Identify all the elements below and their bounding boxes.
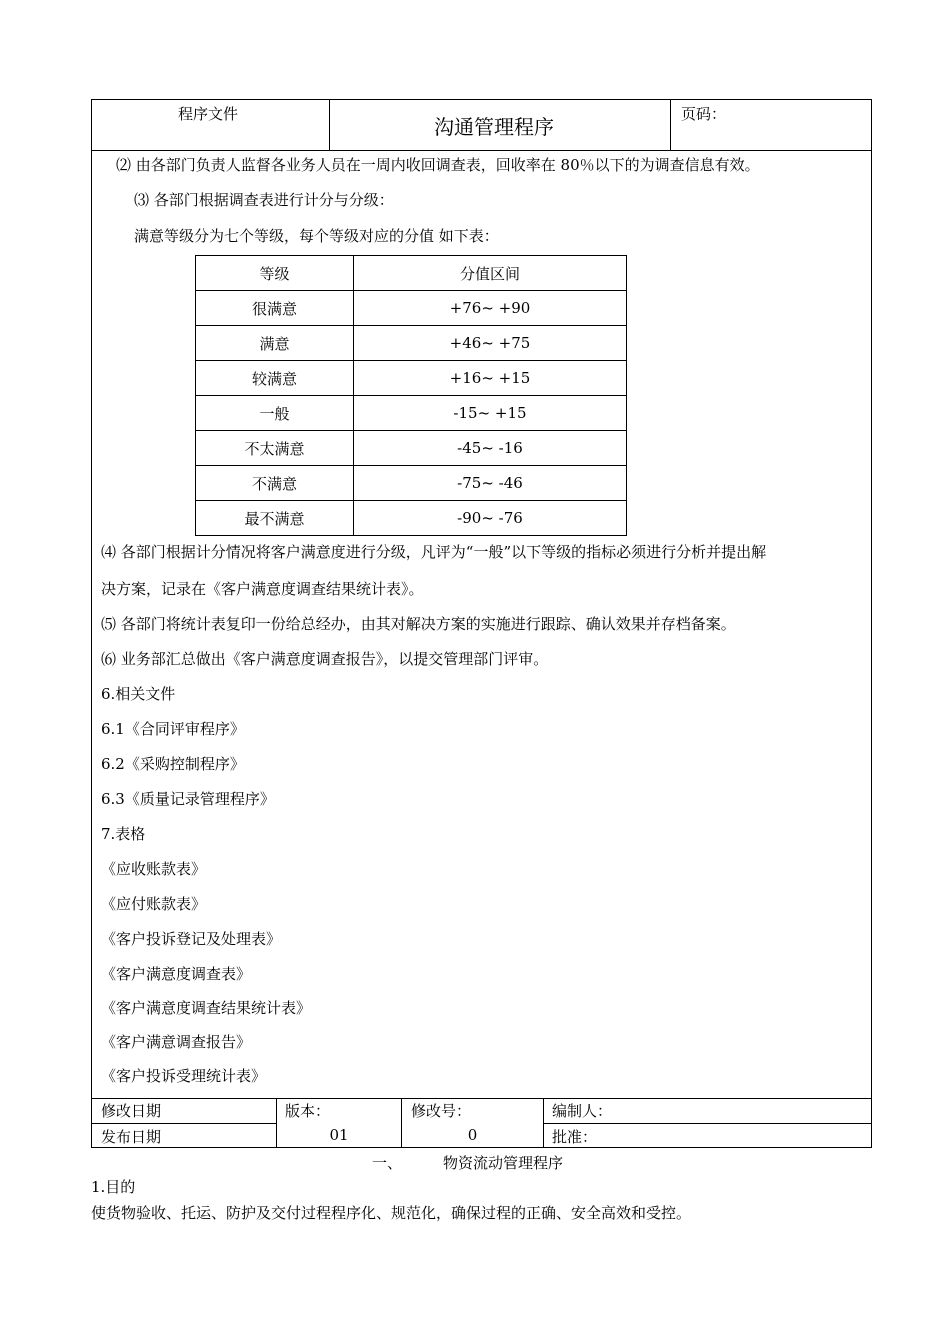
header-divider [329, 99, 330, 150]
header-divider [670, 99, 671, 150]
purpose-heading: 1.目的 [91, 1178, 136, 1196]
form-item: 《应收账款表》 [101, 860, 207, 878]
grade-cell: 不满意 [196, 466, 354, 501]
paragraph-4-line-2: 决方案，记录在《客户满意度调查结果统计表》。 [101, 580, 424, 598]
score-range-cell: +46~ +75 [354, 326, 627, 361]
revision-value: 0 [467, 1126, 478, 1144]
paragraph-3-note: 满意等级分为七个等级，每个等级对应的分值 如下表： [134, 227, 499, 245]
grade-cell: 一般 [196, 396, 354, 431]
score-range-cell: +16~ +15 [354, 361, 627, 396]
modify-date-label: 修改日期 [101, 1102, 162, 1120]
form-item: 《客户满意调查报告》 [101, 1033, 252, 1051]
revision-label: 修改号： [411, 1102, 472, 1120]
form-item: 《客户满意度调查结果统计表》 [101, 999, 312, 1017]
grade-cell: 很满意 [196, 291, 354, 326]
table-row [196, 466, 627, 501]
table-row [196, 361, 627, 396]
table-header-cell: 等级 [196, 256, 354, 291]
header-bottom-rule [91, 150, 872, 151]
table-row [196, 291, 627, 326]
table-row [196, 326, 627, 361]
score-range-cell: +76~ +90 [354, 291, 627, 326]
publish-date-label: 发布日期 [101, 1128, 162, 1146]
related-docs-heading: 6.相关文件 [101, 685, 176, 703]
table-header-row [196, 256, 627, 291]
editor-label: 编制人： [552, 1102, 613, 1120]
paragraph-6: ⑹ 业务部汇总做出《客户满意度调查报告》，以提交管理部门评审。 [101, 650, 549, 668]
paragraph-5: ⑸ 各部门将统计表复印一份给总经办，由其对解决方案的实施进行跟踪、确认效果并存档备案。 [101, 615, 736, 633]
section-number: 一、 [372, 1154, 403, 1172]
doc-type-label: 程序文件 [178, 105, 239, 123]
version-label: 版本： [285, 1102, 331, 1120]
purpose-text: 使货物验收、托运、防护及交付过程程序化、规范化，确保过程的正确、安全高效和受控。 [91, 1204, 692, 1222]
paragraph-4-line-1: ⑷ 各部门根据计分情况将客户满意度进行分级，凡评为“一般”以下等级的指标必须进行分析并提出解 [101, 543, 767, 561]
version-value: 01 [329, 1126, 349, 1144]
score-range-cell: -15~ +15 [354, 396, 627, 431]
score-range-cell: -45~ -16 [354, 431, 627, 466]
score-range-cell: -75~ -46 [354, 466, 627, 501]
related-doc-item: 6.1《合同评审程序》 [101, 720, 245, 738]
paragraph-3: ⑶ 各部门根据调查表进行计分与分级： [134, 191, 394, 209]
grade-cell: 最不满意 [196, 501, 354, 536]
satisfaction-grade-table [195, 255, 627, 536]
related-doc-item: 6.2《采购控制程序》 [101, 755, 245, 773]
section-title: 物资流动管理程序 [443, 1154, 564, 1172]
document-title: 沟通管理程序 [434, 115, 554, 139]
table-row [196, 501, 627, 536]
related-doc-item: 6.3《质量记录管理程序》 [101, 790, 275, 808]
table-row [196, 396, 627, 431]
approver-label: 批准： [552, 1128, 598, 1146]
page-number-label: 页码： [681, 105, 727, 123]
forms-heading: 7.表格 [101, 825, 146, 843]
footer-row-rule [91, 1123, 276, 1124]
table-row [196, 431, 627, 466]
form-item: 《客户投诉受理统计表》 [101, 1067, 267, 1085]
footer-row-rule [543, 1123, 872, 1124]
form-item: 《应付账款表》 [101, 895, 207, 913]
form-item: 《客户满意度调查表》 [101, 965, 252, 983]
table-header-cell: 分值区间 [354, 256, 627, 291]
grade-cell: 较满意 [196, 361, 354, 396]
score-range-cell: -90~ -76 [354, 501, 627, 536]
paragraph-2: ⑵ 由各部门负责人监督各业务人员在一周内收回调查表，回收率在 80％以下的为调查信息有效。 [116, 156, 760, 174]
grade-cell: 满意 [196, 326, 354, 361]
form-item: 《客户投诉登记及处理表》 [101, 930, 282, 948]
grade-cell: 不太满意 [196, 431, 354, 466]
footer-top-rule [91, 1098, 872, 1099]
